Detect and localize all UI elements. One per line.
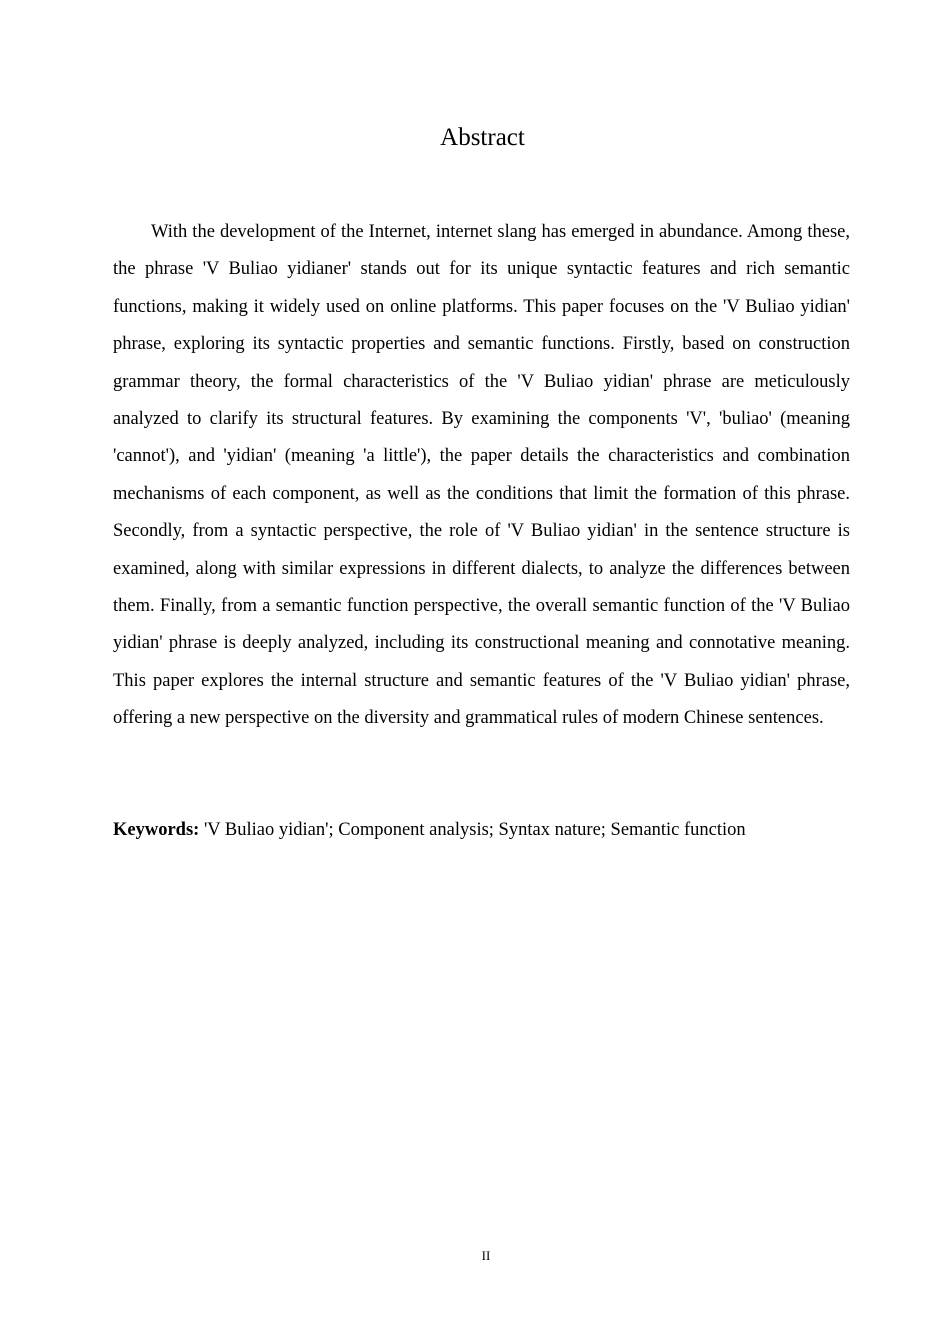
keywords-label: Keywords: bbox=[113, 820, 200, 840]
keywords-text: 'V Buliao yidian'; Component analysis; Syntax nature; Semantic function bbox=[199, 820, 746, 840]
page-number: II bbox=[481, 1248, 491, 1263]
abstract-title: Abstract bbox=[440, 124, 525, 151]
keywords-line bbox=[113, 812, 850, 848]
abstract-body: With the development of the Internet, internet slang has emerged in abundance. Among these, the phrase 'V Buliao yidianer' stands out for its unique syntactic features and rich semantic functions, making it widely used on online platforms. This paper focuses on the 'V Buliao yidian' phrase, exploring its syntactic properties and semantic functions. Firstly, based on construction grammar theory, the formal characteristics of the 'V Buliao yidian' phrase are meticulously analyzed to clarify its structural features. By examining the components 'V', 'buliao' (meaning 'cannot'), and 'yidian' (meaning 'a little'), the paper details the characteristics and combination mechanisms of each component, as well as the conditions that limit the formation of this phrase. Secondly, from a syntactic perspective, the role of 'V Buliao yidian' in the sentence structure is examined, along with similar expressions in different dialects, to analyze the differences between them. Finally, from a semantic function perspective, the overall semantic function of the 'V Buliao yidian' phrase is deeply analyzed, including its constructional meaning and connotative meaning. This paper explores the internal structure and semantic features of the 'V Buliao yidian' phrase, offering a new perspective on the diversity and grammatical rules of modern Chinese sentences. bbox=[113, 222, 850, 729]
